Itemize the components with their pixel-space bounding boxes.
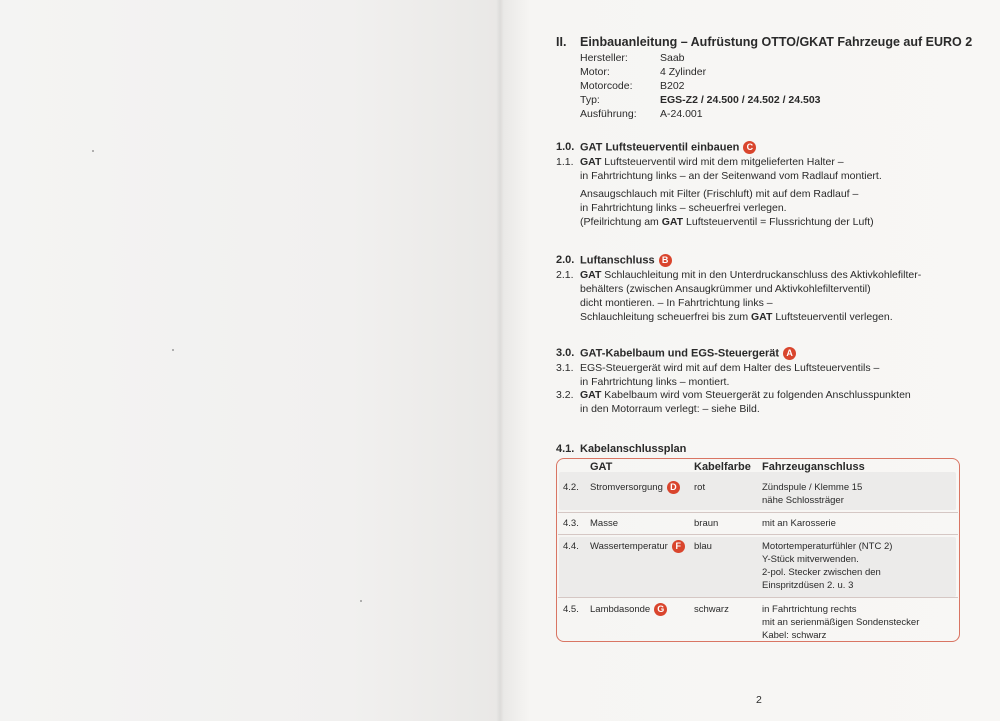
row-cable-color: rot [694,482,706,493]
text-line [580,156,844,168]
text-line [580,269,921,281]
step-3-2-number: 3.2. [556,389,574,401]
text-line [580,389,911,401]
badge-a-icon: A [783,347,796,360]
spec-value: A-24.001 [660,108,703,120]
text-line [580,216,874,228]
row-number: 4.2. [563,482,579,493]
text-line: dicht montieren. – In Fahrtrichtung links – [580,297,773,309]
page-title: Einbauanleitung – Aufrüstung OTTO/GKAT Fahrzeuge auf EURO 2 [580,35,973,49]
section-2-title-text: Luftanschluss [580,254,655,267]
row-divider [558,534,958,535]
spec-label: Typ: [580,94,600,106]
text-line: behälters (zwischen Ansaugkrümmer und Aktivkohlefilterventil) [580,283,871,295]
text-line: Ansaugschlauch mit Filter (Frischluft) mit auf dem Radlauf – [580,188,859,200]
row-connection-line: in Fahrtrichtung rechts [762,604,857,615]
text-line: EGS-Steuergerät wird mit auf dem Halter des Luftsteuerventils – [580,362,880,374]
section-3-title [580,347,796,360]
badge-f-icon: F [672,540,685,553]
spec-value: Saab [660,52,685,64]
row-connection-line: mit an serienmäßigen Sondenstecker [762,617,920,628]
gat-bold: GAT [580,389,602,401]
gat-bold: GAT [661,216,684,228]
spec-label: Hersteller: [580,52,628,64]
row-connection-line: mit an Karosserie [762,518,836,529]
row-connection-line: Motortemperaturfühler (NTC 2) [762,541,893,552]
row-connection-line: Kabel: schwarz [762,630,827,641]
row-divider [558,512,958,513]
spec-value: 4 Zylinder [660,66,707,78]
spec-value: B202 [660,80,685,92]
text-line: in Fahrtrichtung links – scheuerfrei verlegen. [580,202,787,214]
section-4-title: Kabelanschlussplan [580,443,687,455]
section-3-number: 3.0. [556,347,575,359]
step-2-1-number: 2.1. [556,269,574,281]
section-2-number: 2.0. [556,254,575,266]
speck [92,150,94,152]
section-3-title-text: GAT-Kabelbaum und EGS-Steuergerät [580,347,780,360]
text-span: Luftsteuerventil wird mit dem mitgelieferten Halter – [601,156,844,168]
gat-bold: GAT [751,311,773,323]
step-3-1-number: 3.1. [556,362,574,374]
column-header-fahrzeuganschluss: Fahrzeuganschluss [762,461,865,473]
row-connection-line: 2-pol. Stecker zwischen den [762,567,881,578]
badge-d-icon: D [667,481,680,494]
text-span: Luftsteuerventil verlegen. [772,311,893,323]
text-line: in Fahrtrichtung links – montiert. [580,376,730,388]
row-cable-color: blau [694,541,712,552]
row-connection-line: Y-Stück mitverwenden. [762,554,859,565]
speck [172,349,174,351]
gat-bold: GAT [580,156,602,168]
row-gat [590,481,680,494]
text-line [580,311,893,323]
text-span: Luftsteuerventil = Flussrichtung der Luft) [683,216,874,228]
page-number: 2 [756,694,762,706]
text-line: in Fahrtrichtung links – an der Seitenwand vom Radlauf montiert. [580,170,882,182]
speck [360,600,362,602]
row-gat-label: Masse [590,518,618,529]
text-span: Schlauchleitung scheuerfrei bis zum [580,311,752,323]
row-number: 4.5. [563,604,579,615]
section-number-ii: II. [556,35,567,49]
row-gat-label: Stromversorgung [590,482,663,494]
page-fold [496,0,504,721]
row-connection-line: Einspritzdüsen 2. u. 3 [762,580,854,591]
text-line: in den Motorraum verlegt: – siehe Bild. [580,403,760,415]
row-connection-line: nähe Schlossträger [762,495,844,506]
section-4-number: 4.1. [556,443,575,455]
row-connection-line: Zündspule / Klemme 15 [762,482,863,493]
column-header-kabelfarbe: Kabelfarbe [694,461,751,473]
badge-c-icon: C [743,141,756,154]
row-divider [558,597,958,598]
row-gat-label: Wassertemperatur [590,541,668,553]
spec-value-type: EGS-Z2 / 24.500 / 24.502 / 24.503 [660,94,821,106]
row-gat [590,603,667,616]
section-2-title [580,254,672,267]
text-span: Schlauchleitung mit in den Unterdruckanschluss des Aktivkohlefilter- [601,269,922,281]
row-number: 4.4. [563,541,579,552]
badge-b-icon: B [659,254,672,267]
section-1-number: 1.0. [556,141,575,153]
step-1-1-number: 1.1. [556,156,574,168]
spec-label: Motorcode: [580,80,633,92]
spec-label: Motor: [580,66,610,78]
text-span: (Pfeilrichtung am [580,216,662,228]
row-number: 4.3. [563,518,579,529]
section-1-title-text: GAT Luftsteuerventil einbauen [580,141,740,154]
row-gat-label: Lambdasonde [590,604,651,616]
section-1-title [580,141,756,154]
badge-g-icon: G [654,603,667,616]
column-header-gat: GAT [590,461,613,473]
row-cable-color: braun [694,518,719,529]
row-gat [590,540,685,553]
gat-bold: GAT [580,269,602,281]
text-span: Kabelbaum wird vom Steuergerät zu folgenden Anschlusspunkten [601,389,911,401]
row-cable-color: schwarz [694,604,729,615]
spec-label: Ausführung: [580,108,637,120]
